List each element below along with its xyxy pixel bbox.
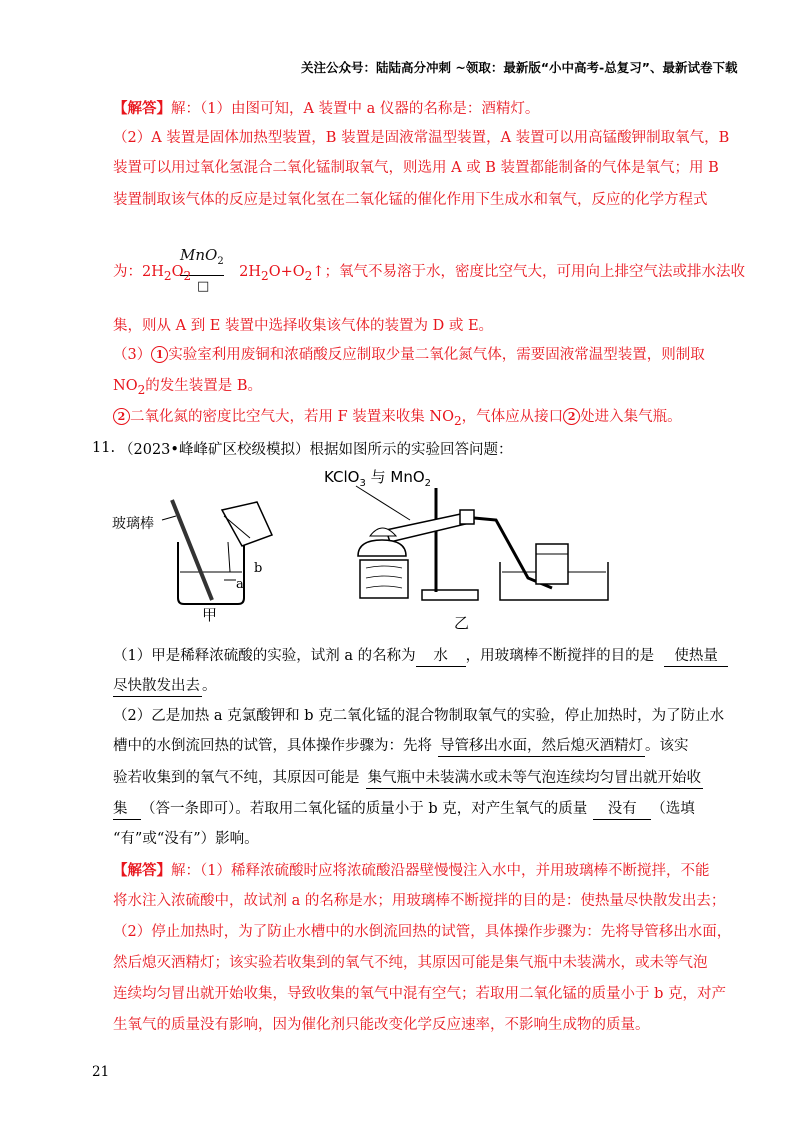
answer-line-2: 将水注入浓硫酸中，故试剂 a 的名称是水；用玻璃棒不断搅拌的目的是：使热量尽快散发出去； [113,893,726,909]
figure-caption-jia: 甲 [202,606,218,624]
prev-answer-line-6: 集，则从 A 到 E 装置中选择收集该气体的装置为 D 或 E。 [113,318,494,334]
answer-line-6: 生氧气的质量没有影响，因为催化剂只能改变化学反应速率，不影响生成物的质量。 [113,1017,650,1033]
answer-blank-4b: 集 [113,799,141,820]
prev-answer-line-7: （3） 1 实验室利用废铜和浓硝酸反应制取少量二氧化氮气体，需要固液常温型装置，则制取 [113,347,705,363]
page-header: 关注公众号：陆陆高分冲刺 ~领取：最新版“小中高考-总复习”、最新试卷下载 [301,60,738,75]
glass-rod-label: 玻璃棒 [112,516,154,532]
prev-answer-line-5: 为：$2H_2O_2$ $2H_2O+O_2↑$；氧气不易溶于水，密度比空气大，可用向上排空气法或排水法收 [113,264,745,283]
q-part1-line1: （1）甲是稀释浓硫酸的实验，试剂 a 的名称为 水 ，用玻璃棒不断搅拌的目的是 使热量 [113,646,728,667]
figure-yi [320,460,610,632]
answer-blank-3: 导管移出水面，然后熄灭酒精灯 [438,736,645,757]
question-number: 11. [92,440,116,456]
answer-tag: 【解答】 [113,100,171,117]
q-part2-line3: 验若收集到的氧气不纯，其原因可能是 集气瓶中未装满水或未等气泡连续均匀冒出就开始收 [113,768,703,789]
answer-line-4: 然后熄灭酒精灯；该实验若收集到的氧气不纯，其原因可能是集气瓶中未装满水，或未等气泡 [113,955,708,971]
answer-blank-5: 没有 [593,799,651,820]
answer-blank-1: 水 [416,646,466,667]
prev-answer-line-4: 装置制取该气体的反应是过氧化氢在二氧化锰的催化作用下生成水和氧气，反应的化学方程式 [113,192,708,208]
answer-blank-2b: 尽快散发出去 [113,676,202,697]
equation-catalyst: MnO$_2$ [180,246,224,268]
question-source: （2023•峰峰矿区校级模拟）根据如图所示的实验回答问题： [119,442,513,458]
q-part1-line2: 尽快散发出去 。 [113,676,217,697]
page-number: 21 [92,1064,110,1080]
figure-caption-yi: 乙 [454,614,470,632]
prev-answer-line-2: （2）A 装置是固体加热型装置，B 装置是固液常温型装置，A 装置可以用高锰酸钾制取氧气，B [113,130,730,146]
prev-answer-line-1: 【解答】解：（1）由图可知，A 装置中 a 仪器的名称是：酒精灯。 [113,100,540,117]
q-part2-line1: （2）乙是加热 a 克氯酸钾和 b 克二氧化锰的混合物制取氧气的实验，停止加热时，为了防止水 [113,708,725,724]
answer-tag: 【解答】 [113,862,171,879]
q-part2-line2: 槽中的水倒流回热的试管，具体操作步骤为：先将 导管移出水面，然后熄灭酒精灯 。该实 [113,736,689,757]
prev-answer-line-9: 2 二氧化氮的密度比空气大，若用 F 装置来收集 $NO_2$，气体应从接口 2 处进入集气瓶。 [113,407,682,431]
prev-answer-line-8: $NO_2$的发生装置是 B。 [113,378,263,397]
figure-jia [112,480,312,630]
prev-answer-line-3: 装置可以用过氧化氢混合二氧化锰制取氧气，则选用 A 或 B 装置都能制备的气体是氧气；用 B [113,160,719,176]
answer-line-3: （2）停止加热时，为了防止水槽中的水倒流回热的试管，具体操作步骤为：先将导管移出水面， [113,924,732,940]
answer-blank-4a: 集气瓶中未装满水或未等气泡连续均匀冒出就开始收 [366,768,704,789]
label-b: b [254,561,263,576]
answer-blank-2a: 使热量 [664,646,728,667]
answer-line-1: 【解答】解：（1）稀释浓硫酸时应将浓硫酸沿器壁慢慢注入水中，并用玻璃棒不断搅拌，不能 [113,862,710,879]
equation-condition: □ [197,279,210,294]
q-part2-line5: “有”或“没有”）影响。 [113,831,259,847]
answer-line-5: 连续均匀冒出就开始收集，导致收集的氧气中混有空气；若取用二氧化锰的质量小于 b 克，对产 [113,986,726,1002]
label-a: a [236,577,244,592]
q-part2-line4: 集 （答一条即可）。若取用二氧化锰的质量小于 b 克，对产生氧气的质量 没有 （选填 [113,799,695,820]
reagent-label: KClO$_3$ 与 MnO$_2$ [324,468,432,489]
